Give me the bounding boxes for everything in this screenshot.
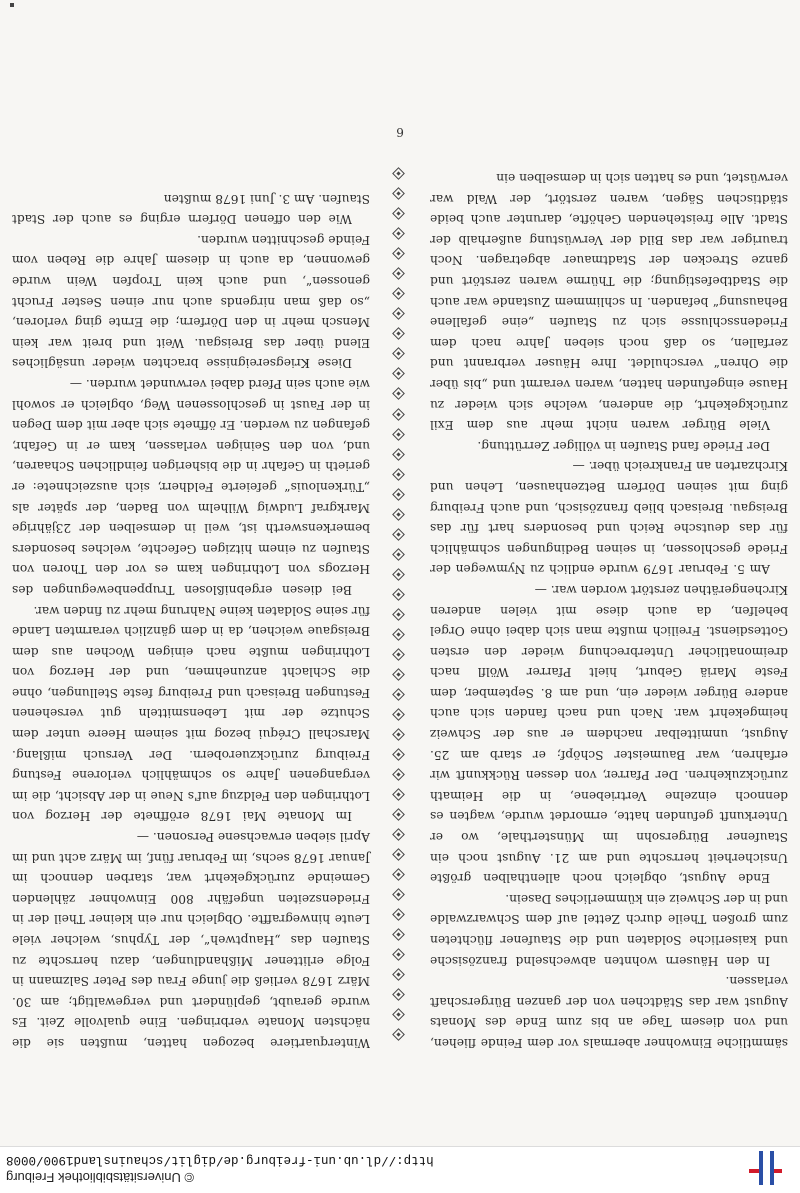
ornament-rosette-icon: [393, 788, 406, 801]
ornament-rosette-icon: [393, 888, 406, 901]
ornament-rosette-icon: [393, 428, 406, 441]
ornament-rosette-icon: [393, 868, 406, 881]
ornament-rosette-icon: [393, 448, 406, 461]
copyright-notice: © Universitätsbibliothek Freiburg: [6, 1170, 195, 1185]
ornament-rosette-icon: [393, 308, 406, 321]
ornament-rosette-icon: [393, 228, 406, 241]
paragraph: Bei diesen ergebnißlosen Truppenbewegungen des Herzogs von Lothringen kam es vor den Thoren von Staufen zu einem hitzigen Gefechte, welches besonders bemerkenswerth ist, weil in demselben der 23jährige Markgraf Ludwig Wilhelm von Baden, der später als „Türkenlouis“ gefeierte Feldherr, sich auszeichnete: er gerieth in Gefahr in die bisherigen feindlichen Schaaren, und, von den Seinigen verlassen, kam er in Gefahr, gefangen zu werden. Er öffnete sich aber mit dem Degen in der Faust in geschlossenen Weg, obgleich er sowohl wie auch sein Pferd dabei verwundet wurden. —: [12, 377, 370, 597]
ornament-rosette-icon: [393, 368, 406, 381]
scan-edge-mark: [10, 3, 14, 7]
ornament-rosette-icon: [393, 167, 406, 180]
ornament-rosette-icon: [393, 488, 406, 501]
paragraph: Diese Kriegsereignisse brachten wieder unsägliches Elend über das Breisgau. Weit und breit war kein Mensch mehr in den Dörfern; die Ernte ging verloren, „so daß man nirgends auch nur einen Sester Frucht genossen“, und auch kein Tropfen Wein wurde gewonnen, da auch in diesem Jahre die Reben vom Feinde geschnitten wurden.: [12, 232, 370, 371]
ornament-rosette-icon: [393, 207, 406, 220]
ornament-rosette-icon: [393, 828, 406, 841]
ornament-rosette-icon: [393, 748, 406, 761]
text-column-right: [12, 188, 370, 1053]
ornament-rosette-icon: [393, 508, 406, 521]
ornament-rosette-icon: [393, 568, 406, 581]
ornament-rosette-icon: [393, 348, 406, 361]
ub-freiburg-logo-icon: [742, 1149, 782, 1187]
column-divider-ornaments: [392, 169, 406, 1039]
ornament-rosette-icon: [393, 187, 406, 200]
ornament-rosette-icon: [393, 268, 406, 281]
paragraph: sämmtliche Einwohner abermals vor dem Feinde fliehen, und von diesem Tage an bis zum Ende des Monats August war das Städtchen von der ganzen Bürgerschaft verlassen.: [430, 974, 788, 1050]
page-number: 6: [396, 125, 404, 139]
ornament-rosette-icon: [393, 388, 406, 401]
paragraph: Ende August, obgleich noch allenthalben größte Unsicherheit herrschte und am 21. August noch ein Staufener Bürgersohn im Münsterthale, wo er Unterkunft gefunden hatte, ermordet wurde, wagten es dennoch einzelne Vertriebene, in die Heimath zurückzukehren. Der Pfarrer, von dessen Rückkunft wir erfahren, war Baumeister Schöpf; er starb am 25. August, unmittelbar nachdem er aus der Schweiz heimgekehrt war. Nach und nach fanden sich auch andere Bürger wieder ein, und am 8. September, dem Feste Mariä Geburt, hielt Pfarrer Wölfl nach dreimonatlicher Unterbrechung wieder den ersten Gottesdienst. Freilich mußte man sich dabei ohne Orgel behelfen, da auch diese mit vielen anderen Kirchengeräthen zerstört worden war. —: [430, 582, 788, 886]
paragraph: Der Friede fand Staufen in völliger Zerrüttung.: [477, 438, 770, 453]
ornament-rosette-icon: [393, 1028, 406, 1041]
ornament-rosette-icon: [393, 248, 406, 261]
ornament-rosette-icon: [393, 648, 406, 661]
viewer-header: [0, 1146, 800, 1193]
permalink-url[interactable]: http://dl.ub.uni-freiburg.de/diglit/schauinsland1900/0008: [6, 1153, 434, 1167]
ornament-rosette-icon: [393, 1008, 406, 1021]
paragraph: Wie den offenen Dörfern erging es auch der Stadt Staufen. Am 3. Juni 1678 mußten: [12, 191, 370, 227]
ornament-rosette-icon: [393, 628, 406, 641]
ornament-rosette-icon: [393, 808, 406, 821]
ornament-rosette-icon: [393, 848, 406, 861]
ornament-rosette-icon: [393, 548, 406, 561]
paragraph: In den Häusern wohnten abwechselnd französische und kaiserliche Soldaten und die Staufener flüchteten zum großen Theile durch Zettel auf dem Schwarzwalde und in der Schweiz ein kümmerliches Dasein.: [430, 891, 788, 968]
ornament-rosette-icon: [393, 608, 406, 621]
ornament-rosette-icon: [393, 588, 406, 601]
ornament-rosette-icon: [393, 768, 406, 781]
ornament-rosette-icon: [393, 688, 406, 701]
ornament-rosette-icon: [393, 928, 406, 941]
ornament-rosette-icon: [393, 328, 406, 341]
ornament-rosette-icon: [393, 968, 406, 981]
ornament-rosette-icon: [393, 408, 406, 421]
paragraph: Im Monate Mai 1678 eröffnete der Herzog von Lothringen den Feldzug auf's Neue in der Absicht, die im vergangenen Jahre so schmählich verlorene Festung Freiburg zurückzuerobern. Der Versuch mißlang. Marschall Créqui bezog mit seinem Heere unter dem Schutze der mit Lebensmitteln gut versehenen Festungen Breisach und Freiburg feste Stellungen, ohne die Schlacht anzunehmen, und der Herzog von Lothringen mußte nach einigen Wochen aus dem Breisgaue weichen, da in dem gänzlich verarmten Lande für seine Soldaten keine Nahrung mehr zu finden war.: [12, 603, 370, 824]
ornament-rosette-icon: [393, 468, 406, 481]
ornament-rosette-icon: [393, 288, 406, 301]
ornament-rosette-icon: [393, 908, 406, 921]
text-column-left: [430, 167, 788, 1053]
ornament-rosette-icon: [393, 708, 406, 721]
ornament-rosette-icon: [393, 728, 406, 741]
ornament-rosette-icon: [393, 988, 406, 1001]
ornament-rosette-icon: [393, 528, 406, 541]
paragraph: Winterquartiere bezogen hatten, mußten sie die nächsten Monate verbringen. Eine qualvolle Zeit. Es wurde geraubt, geplündert und vergewaltigt; am 30. März 1678 verließ die junge Frau des Peter Salzmann in Folge erlittener Mißhandlungen, dazu herrschte zu Staufen das „Hauptweh“, der Typhus, welcher viele Leute hinwegraffte. Obgleich nur ein kleiner Theil der in Friedenszeiten ungefähr 800 Einwohner zählenden Gemeinde zurückgekehrt war, starben dennoch im Januar 1678 sechs, im Februar fünf, im März acht und im April sieben erwachsene Personen. —: [12, 830, 370, 1050]
paragraph: Am 5. Februar 1679 wurde endlich zu Nymwegen der Friede geschlossen, in seinen Bedingungen schmählich für das deutsche Reich und besonders hart für das Breisgau. Breisach blieb französisch, und auch Freiburg ging mit seinen Dörfern Betzenhausen, Lehen und Kirchzarten an Frankreich über. —: [430, 459, 788, 577]
ornament-rosette-icon: [393, 668, 406, 681]
paragraph: Viele Bürger waren nicht mehr aus dem Exil zurückgekehrt, die anderen, welche sich wieder zu Hause eingefunden hatten, waren verarmt und „bis über die Ohren“ verschuldet. Ihre Häuser verbrannt und zerfallen, so daß noch sieben Jahre nach dem Friedensschlusse sich zu Staufen „eine gefallene Behausung“ befanden. In schlimmem Zustande war auch die Stadtbefestigung; die Thürme waren zerstört und ganze Strecken der Stadtmauer abgetragen. Noch trauriger war das Bild der Verwüstung außerhalb der Stadt. Alle freistehenden Gehöfte, darunter auch beide städtischen Sägen, waren zerstört, der Wald war verwüstet, und es hatten sich in demselben ein: [430, 171, 788, 433]
ornament-rosette-icon: [393, 948, 406, 961]
